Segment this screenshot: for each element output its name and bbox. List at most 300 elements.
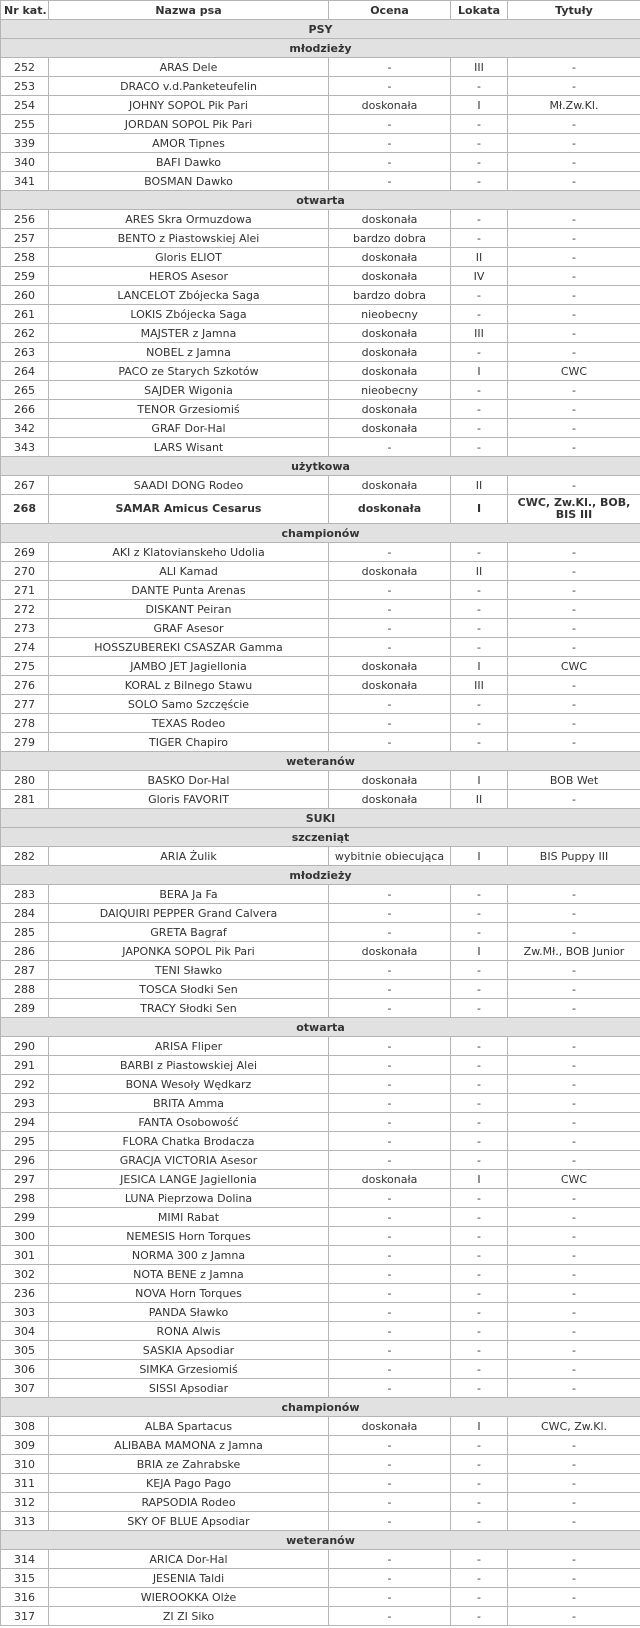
- table-row: [1, 381, 640, 400]
- table-row: [1, 1550, 640, 1569]
- section-label: championów: [1, 524, 640, 543]
- section-label: użytkowa: [1, 457, 640, 476]
- catalog-number-cell: 296: [1, 1151, 49, 1170]
- placement-cell: -: [451, 153, 508, 172]
- rating-cell: -: [329, 581, 451, 600]
- catalog-number-cell: 261: [1, 305, 49, 324]
- placement-cell: I: [451, 771, 508, 790]
- dog-name-cell: NORMA 300 z Jamna: [49, 1246, 329, 1265]
- titles-cell: -: [508, 619, 640, 638]
- table-row: [1, 1341, 640, 1360]
- titles-cell: -: [508, 695, 640, 714]
- rating-cell: -: [329, 980, 451, 999]
- rating-cell: doskonała: [329, 771, 451, 790]
- rating-cell: -: [329, 1056, 451, 1075]
- titles-cell: -: [508, 400, 640, 419]
- rating-cell: -: [329, 923, 451, 942]
- dog-name-cell: KORAL z Bilnego Stawu: [49, 676, 329, 695]
- dog-name-cell: ZI ZI Siko: [49, 1607, 329, 1626]
- rating-cell: bardzo dobra: [329, 286, 451, 305]
- catalog-number-cell: 303: [1, 1303, 49, 1322]
- dog-name-cell: SASKIA Apsodiar: [49, 1341, 329, 1360]
- rating-cell: -: [329, 172, 451, 191]
- placement-cell: IV: [451, 267, 508, 286]
- dog-name-cell: ARICA Dor-Hal: [49, 1550, 329, 1569]
- catalog-number-cell: 274: [1, 638, 49, 657]
- section-label: championów: [1, 1398, 640, 1417]
- dog-name-cell: KEJA Pago Pago: [49, 1474, 329, 1493]
- dog-name-cell: RONA Alwis: [49, 1322, 329, 1341]
- catalog-number-cell: 312: [1, 1493, 49, 1512]
- titles-cell: BIS Puppy III: [508, 847, 640, 866]
- table-row: [1, 400, 640, 419]
- table-row: [1, 115, 640, 134]
- dog-name-cell: HOSSZUBEREKI CSASZAR Gamma: [49, 638, 329, 657]
- catalog-number-cell: 342: [1, 419, 49, 438]
- rating-cell: doskonała: [329, 343, 451, 362]
- dog-name-cell: WIEROOKKA Olże: [49, 1588, 329, 1607]
- placement-cell: -: [451, 619, 508, 638]
- table-row: [1, 324, 640, 343]
- catalog-number-cell: 298: [1, 1189, 49, 1208]
- rating-cell: -: [329, 115, 451, 134]
- rating-cell: -: [329, 543, 451, 562]
- rating-cell: bardzo dobra: [329, 229, 451, 248]
- section-header-row: [1, 828, 640, 847]
- rating-cell: -: [329, 438, 451, 457]
- catalog-number-cell: 339: [1, 134, 49, 153]
- titles-cell: -: [508, 1569, 640, 1588]
- table-row: [1, 676, 640, 695]
- placement-cell: -: [451, 1303, 508, 1322]
- section-header-row: [1, 457, 640, 476]
- table-row: [1, 847, 640, 866]
- titles-cell: -: [508, 1151, 640, 1170]
- catalog-number-cell: 279: [1, 733, 49, 752]
- placement-cell: -: [451, 638, 508, 657]
- dog-name-cell: BOSMAN Dawko: [49, 172, 329, 191]
- placement-cell: -: [451, 885, 508, 904]
- catalog-number-cell: 273: [1, 619, 49, 638]
- titles-cell: -: [508, 1303, 640, 1322]
- titles-cell: -: [508, 999, 640, 1018]
- dog-name-cell: FANTA Osobowość: [49, 1113, 329, 1132]
- titles-cell: -: [508, 733, 640, 752]
- titles-cell: -: [508, 1189, 640, 1208]
- placement-cell: III: [451, 676, 508, 695]
- placement-cell: -: [451, 1550, 508, 1569]
- titles-cell: -: [508, 210, 640, 229]
- table-row: [1, 1436, 640, 1455]
- catalog-number-cell: 299: [1, 1208, 49, 1227]
- catalog-number-cell: 308: [1, 1417, 49, 1436]
- table-row: [1, 999, 640, 1018]
- placement-cell: I: [451, 942, 508, 961]
- table-row: [1, 495, 640, 524]
- placement-cell: -: [451, 733, 508, 752]
- dog-name-cell: AMOR Tipnes: [49, 134, 329, 153]
- rating-cell: -: [329, 695, 451, 714]
- placement-cell: -: [451, 1360, 508, 1379]
- table-row: [1, 1246, 640, 1265]
- placement-cell: I: [451, 847, 508, 866]
- catalog-number-cell: 272: [1, 600, 49, 619]
- rating-cell: wybitnie obiecująca: [329, 847, 451, 866]
- rating-cell: nieobecny: [329, 381, 451, 400]
- rating-cell: doskonała: [329, 248, 451, 267]
- table-row: [1, 248, 640, 267]
- titles-cell: -: [508, 1322, 640, 1341]
- placement-cell: -: [451, 543, 508, 562]
- titles-cell: Mł.Zw.Kl.: [508, 96, 640, 115]
- rating-cell: -: [329, 714, 451, 733]
- catalog-number-cell: 288: [1, 980, 49, 999]
- rating-cell: doskonała: [329, 495, 451, 524]
- dog-name-cell: Gloris ELIOT: [49, 248, 329, 267]
- placement-cell: -: [451, 1151, 508, 1170]
- placement-cell: -: [451, 210, 508, 229]
- placement-cell: -: [451, 1322, 508, 1341]
- dog-name-cell: LOKIS Zbójecka Saga: [49, 305, 329, 324]
- table-row: [1, 1132, 640, 1151]
- titles-cell: -: [508, 581, 640, 600]
- dog-name-cell: NOVA Horn Torques: [49, 1284, 329, 1303]
- titles-cell: BOB Wet: [508, 771, 640, 790]
- section-header-row: [1, 524, 640, 543]
- catalog-number-cell: 294: [1, 1113, 49, 1132]
- table-row: [1, 942, 640, 961]
- rating-cell: doskonała: [329, 790, 451, 809]
- catalog-number-cell: 267: [1, 476, 49, 495]
- table-row: [1, 419, 640, 438]
- dog-name-cell: SAADI DONG Rodeo: [49, 476, 329, 495]
- titles-cell: -: [508, 1113, 640, 1132]
- section-header-row: [1, 1018, 640, 1037]
- placement-cell: -: [451, 305, 508, 324]
- section-header-row: [1, 1531, 640, 1550]
- dog-name-cell: GRETA Bagraf: [49, 923, 329, 942]
- rating-cell: -: [329, 1189, 451, 1208]
- table-row: [1, 267, 640, 286]
- table-row: [1, 362, 640, 381]
- rating-cell: -: [329, 1151, 451, 1170]
- dog-name-cell: ARES Skra Ormuzdowa: [49, 210, 329, 229]
- table-row: [1, 771, 640, 790]
- dog-name-cell: SKY OF BLUE Apsodiar: [49, 1512, 329, 1531]
- titles-cell: -: [508, 1075, 640, 1094]
- table-row: [1, 562, 640, 581]
- placement-cell: -: [451, 1512, 508, 1531]
- dog-name-cell: DRACO v.d.Panketeufelin: [49, 77, 329, 96]
- dog-name-cell: BERA Ja Fa: [49, 885, 329, 904]
- table-row: [1, 1075, 640, 1094]
- titles-cell: -: [508, 980, 640, 999]
- titles-cell: -: [508, 1379, 640, 1398]
- titles-cell: -: [508, 1588, 640, 1607]
- catalog-number-cell: 275: [1, 657, 49, 676]
- dog-name-cell: MIMI Rabat: [49, 1208, 329, 1227]
- table-row: [1, 1037, 640, 1056]
- catalog-number-cell: 268: [1, 495, 49, 524]
- catalog-number-cell: 287: [1, 961, 49, 980]
- table-row: [1, 1189, 640, 1208]
- dog-name-cell: BRITA Amma: [49, 1094, 329, 1113]
- catalog-number-cell: 304: [1, 1322, 49, 1341]
- rating-cell: -: [329, 153, 451, 172]
- rating-cell: -: [329, 600, 451, 619]
- catalog-number-cell: 310: [1, 1455, 49, 1474]
- titles-cell: -: [508, 790, 640, 809]
- table-row: [1, 153, 640, 172]
- catalog-number-cell: 315: [1, 1569, 49, 1588]
- table-row: [1, 1417, 640, 1436]
- placement-cell: -: [451, 980, 508, 999]
- titles-cell: -: [508, 153, 640, 172]
- titles-cell: -: [508, 343, 640, 362]
- dog-name-cell: ARIA Żulik: [49, 847, 329, 866]
- dog-name-cell: PANDA Sławko: [49, 1303, 329, 1322]
- table-row: [1, 134, 640, 153]
- titles-cell: -: [508, 1246, 640, 1265]
- placement-cell: -: [451, 1569, 508, 1588]
- placement-cell: III: [451, 324, 508, 343]
- rating-cell: doskonała: [329, 362, 451, 381]
- titles-cell: -: [508, 1227, 640, 1246]
- catalog-number-cell: 284: [1, 904, 49, 923]
- rating-cell: doskonała: [329, 267, 451, 286]
- table-row: [1, 1056, 640, 1075]
- titles-cell: -: [508, 638, 640, 657]
- rating-cell: -: [329, 904, 451, 923]
- rating-cell: -: [329, 1550, 451, 1569]
- placement-cell: -: [451, 438, 508, 457]
- titles-cell: -: [508, 714, 640, 733]
- rating-cell: -: [329, 1512, 451, 1531]
- catalog-number-cell: 262: [1, 324, 49, 343]
- rating-cell: doskonała: [329, 210, 451, 229]
- placement-cell: II: [451, 476, 508, 495]
- section-label: weteranów: [1, 1531, 640, 1550]
- titles-cell: CWC: [508, 1170, 640, 1189]
- placement-cell: II: [451, 790, 508, 809]
- rating-cell: -: [329, 58, 451, 77]
- table-row: [1, 1170, 640, 1189]
- section-header-row: [1, 191, 640, 210]
- rating-cell: doskonała: [329, 562, 451, 581]
- dog-name-cell: ALI Kamad: [49, 562, 329, 581]
- catalog-number-cell: 314: [1, 1550, 49, 1569]
- dog-name-cell: SIMKA Grzesiomiś: [49, 1360, 329, 1379]
- placement-cell: -: [451, 1379, 508, 1398]
- table-row: [1, 1265, 640, 1284]
- table-row: [1, 229, 640, 248]
- dog-name-cell: GRACJA VICTORIA Asesor: [49, 1151, 329, 1170]
- titles-cell: -: [508, 1550, 640, 1569]
- placement-cell: -: [451, 1037, 508, 1056]
- placement-cell: I: [451, 1417, 508, 1436]
- catalog-number-cell: 307: [1, 1379, 49, 1398]
- header-rating: Ocena: [329, 1, 451, 20]
- placement-cell: -: [451, 714, 508, 733]
- dog-name-cell: BONA Wesoły Wędkarz: [49, 1075, 329, 1094]
- rating-cell: -: [329, 1455, 451, 1474]
- dog-name-cell: MAJSTER z Jamna: [49, 324, 329, 343]
- dog-name-cell: FLORA Chatka Brodacza: [49, 1132, 329, 1151]
- titles-cell: -: [508, 1037, 640, 1056]
- catalog-number-cell: 256: [1, 210, 49, 229]
- table-row: [1, 1569, 640, 1588]
- placement-cell: I: [451, 495, 508, 524]
- placement-cell: -: [451, 581, 508, 600]
- dog-name-cell: ALBA Spartacus: [49, 1417, 329, 1436]
- titles-cell: -: [508, 286, 640, 305]
- catalog-number-cell: 311: [1, 1474, 49, 1493]
- header-dog-name: Nazwa psa: [49, 1, 329, 20]
- placement-cell: -: [451, 381, 508, 400]
- placement-cell: -: [451, 419, 508, 438]
- catalog-number-cell: 280: [1, 771, 49, 790]
- dog-name-cell: NOTA BENE z Jamna: [49, 1265, 329, 1284]
- dog-name-cell: TENOR Grzesiomiś: [49, 400, 329, 419]
- catalog-number-cell: 252: [1, 58, 49, 77]
- table-row: [1, 476, 640, 495]
- dog-name-cell: BARBI z Piastowskiej Alei: [49, 1056, 329, 1075]
- dog-name-cell: SOLO Samo Szczęście: [49, 695, 329, 714]
- placement-cell: -: [451, 286, 508, 305]
- placement-cell: -: [451, 1208, 508, 1227]
- placement-cell: -: [451, 229, 508, 248]
- catalog-number-cell: 297: [1, 1170, 49, 1189]
- section-header-row: [1, 39, 640, 58]
- table-row: [1, 1379, 640, 1398]
- section-label: weteranów: [1, 752, 640, 771]
- rating-cell: -: [329, 1322, 451, 1341]
- placement-cell: -: [451, 1056, 508, 1075]
- dog-name-cell: JESICA LANGE Jagiellonia: [49, 1170, 329, 1189]
- titles-cell: -: [508, 77, 640, 96]
- section-label: młodzieży: [1, 39, 640, 58]
- placement-cell: I: [451, 96, 508, 115]
- dog-name-cell: JAMBO JET Jagiellonia: [49, 657, 329, 676]
- titles-cell: -: [508, 1341, 640, 1360]
- placement-cell: -: [451, 1265, 508, 1284]
- rating-cell: -: [329, 1284, 451, 1303]
- titles-cell: -: [508, 419, 640, 438]
- catalog-number-cell: 260: [1, 286, 49, 305]
- catalog-number-cell: 277: [1, 695, 49, 714]
- rating-cell: -: [329, 1303, 451, 1322]
- placement-cell: -: [451, 1113, 508, 1132]
- titles-cell: -: [508, 1493, 640, 1512]
- dog-name-cell: ALIBABA MAMONA z Jamna: [49, 1436, 329, 1455]
- rating-cell: -: [329, 1474, 451, 1493]
- catalog-number-cell: 340: [1, 153, 49, 172]
- placement-cell: -: [451, 961, 508, 980]
- rating-cell: doskonała: [329, 657, 451, 676]
- table-row: [1, 1151, 640, 1170]
- placement-cell: -: [451, 923, 508, 942]
- placement-cell: -: [451, 600, 508, 619]
- titles-cell: -: [508, 58, 640, 77]
- titles-cell: -: [508, 1284, 640, 1303]
- table-row: [1, 1474, 640, 1493]
- catalog-number-cell: 266: [1, 400, 49, 419]
- dog-name-cell: TRACY Słodki Sen: [49, 999, 329, 1018]
- section-label: otwarta: [1, 1018, 640, 1037]
- table-row: [1, 619, 640, 638]
- placement-cell: -: [451, 1474, 508, 1493]
- placement-cell: -: [451, 172, 508, 191]
- rating-cell: -: [329, 77, 451, 96]
- catalog-number-cell: 293: [1, 1094, 49, 1113]
- placement-cell: III: [451, 58, 508, 77]
- catalog-number-cell: 254: [1, 96, 49, 115]
- table-row: [1, 1303, 640, 1322]
- table-row: [1, 638, 640, 657]
- titles-cell: -: [508, 248, 640, 267]
- rating-cell: -: [329, 1132, 451, 1151]
- dog-name-cell: DANTE Punta Arenas: [49, 581, 329, 600]
- dog-name-cell: DAIQUIRI PEPPER Grand Calvera: [49, 904, 329, 923]
- rating-cell: doskonała: [329, 96, 451, 115]
- placement-cell: -: [451, 1094, 508, 1113]
- dog-name-cell: ARAS Dele: [49, 58, 329, 77]
- rating-cell: -: [329, 961, 451, 980]
- table-row: [1, 1113, 640, 1132]
- table-row: [1, 600, 640, 619]
- titles-cell: -: [508, 115, 640, 134]
- catalog-number-cell: 281: [1, 790, 49, 809]
- section-label: młodzieży: [1, 866, 640, 885]
- catalog-number-cell: 292: [1, 1075, 49, 1094]
- dog-name-cell: BAFI Dawko: [49, 153, 329, 172]
- table-row: [1, 343, 640, 362]
- titles-cell: -: [508, 1056, 640, 1075]
- placement-cell: II: [451, 562, 508, 581]
- catalog-number-cell: 306: [1, 1360, 49, 1379]
- table-row: [1, 714, 640, 733]
- dog-name-cell: ARISA Fliper: [49, 1037, 329, 1056]
- catalog-number-cell: 313: [1, 1512, 49, 1531]
- rating-cell: -: [329, 1094, 451, 1113]
- rating-cell: -: [329, 1493, 451, 1512]
- titles-cell: -: [508, 923, 640, 942]
- table-row: [1, 1284, 640, 1303]
- titles-cell: -: [508, 1436, 640, 1455]
- header-catalog-number: Nr kat.: [1, 1, 49, 20]
- dog-name-cell: SAJDER Wigonia: [49, 381, 329, 400]
- placement-cell: -: [451, 1607, 508, 1626]
- dog-name-cell: BASKO Dor-Hal: [49, 771, 329, 790]
- dog-name-cell: JESENIA Taldi: [49, 1569, 329, 1588]
- dog-name-cell: PACO ze Starych Szkotów: [49, 362, 329, 381]
- rating-cell: -: [329, 619, 451, 638]
- catalog-number-cell: 255: [1, 115, 49, 134]
- dog-name-cell: TIGER Chapiro: [49, 733, 329, 752]
- placement-cell: -: [451, 1436, 508, 1455]
- table-row: [1, 733, 640, 752]
- table-row: [1, 210, 640, 229]
- dog-name-cell: NOBEL z Jamna: [49, 343, 329, 362]
- catalog-number-cell: 265: [1, 381, 49, 400]
- table-row: [1, 172, 640, 191]
- dog-name-cell: DISKANT Peiran: [49, 600, 329, 619]
- catalog-number-cell: 285: [1, 923, 49, 942]
- rating-cell: -: [329, 733, 451, 752]
- rating-cell: -: [329, 1341, 451, 1360]
- placement-cell: I: [451, 657, 508, 676]
- table-row: [1, 961, 640, 980]
